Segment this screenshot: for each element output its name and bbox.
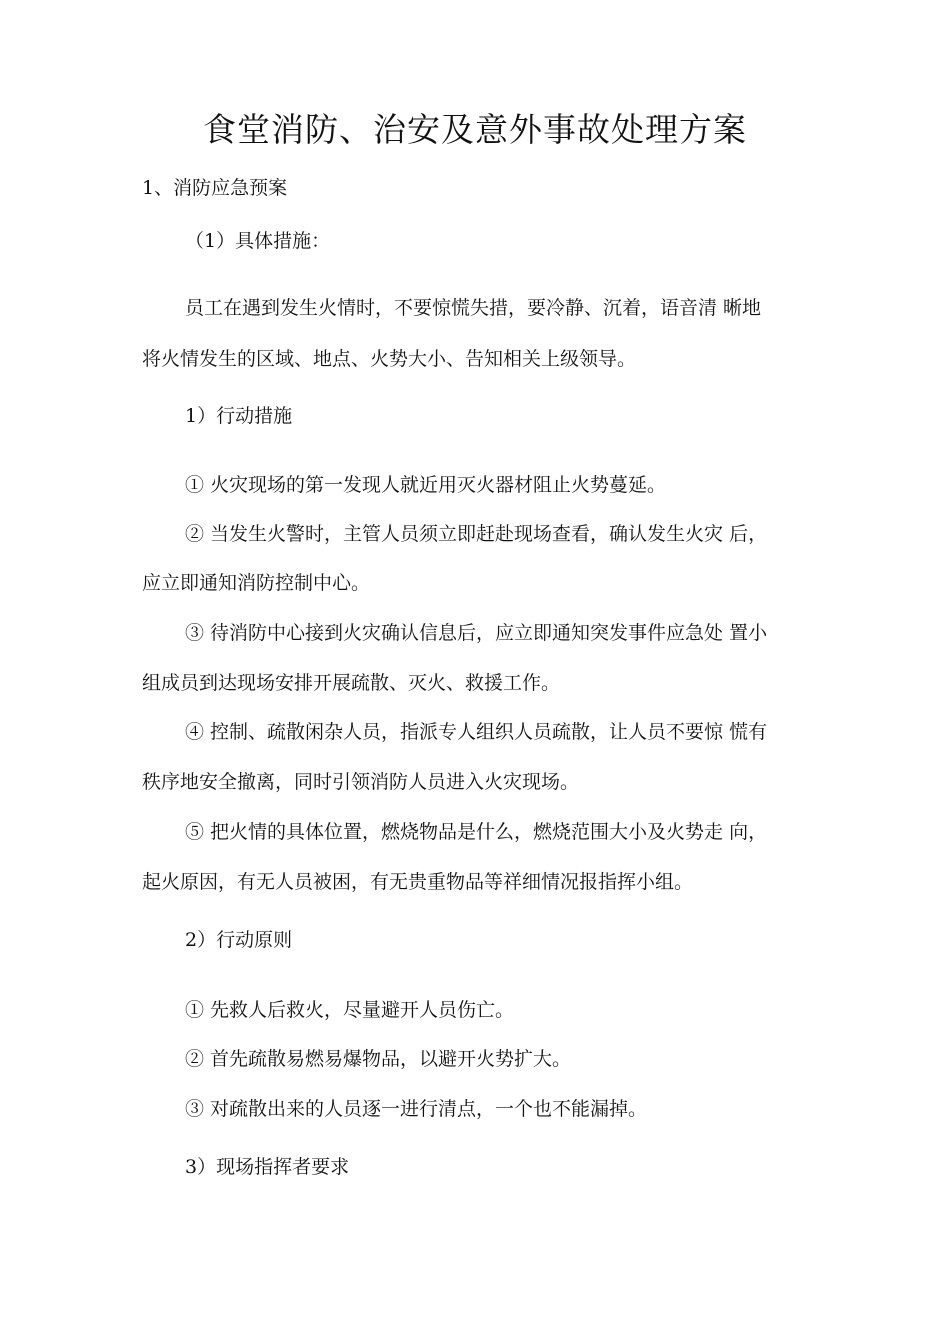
list-item-continuation: 应立即通知消防控制中心。	[142, 572, 371, 594]
list-item: ③ 待消防中心接到火灾确认信息后，应立即通知突发事件应急处 置小	[185, 622, 768, 644]
list-item: ④ 控制、疏散闲杂人员，指派专人组织人员疏散，让人员不要惊 慌有	[185, 721, 768, 743]
list-item-continuation: 组成员到达现场安排开展疏散、灭火、救援工作。	[142, 672, 561, 694]
list-heading: 2）行动原则	[185, 929, 293, 951]
list-item-continuation: 秩序地安全撤离，同时引领消防人员进入火灾现场。	[142, 771, 580, 793]
list-item: ① 火灾现场的第一发现人就近用灭火器材阻止火势蔓延。	[185, 474, 667, 496]
list-item: ② 当发生火警时，主管人员须立即赶赴现场查看，确认发生火灾 后，	[185, 523, 768, 545]
paragraph-line: 员工在遇到发生火情时，不要惊慌失措，要冷静、沉着，语音清 晰地	[185, 297, 762, 319]
paragraph-line: 将火情发生的区域、地点、火势大小、告知相关上级领导。	[142, 348, 637, 370]
subsection-heading: （1）具体措施：	[185, 230, 331, 252]
section-heading: 1、消防应急预案	[142, 177, 288, 199]
document-title: 食堂消防、治安及意外事故处理方案	[203, 110, 747, 149]
list-item: ① 先救人后救火，尽量避开人员伤亡。	[185, 999, 515, 1021]
list-item: ③ 对疏散出来的人员逐一进行清点，一个也不能漏掉。	[185, 1098, 648, 1120]
list-item-continuation: 起火原因，有无人员被困，有无贵重物品等祥细情况报指挥小组。	[142, 871, 694, 893]
list-item: ⑤ 把火情的具体位置，燃烧物品是什么，燃烧范围大小及火势走 向，	[185, 821, 768, 843]
list-item: ② 首先疏散易燃易爆物品，以避开火势扩大。	[185, 1048, 572, 1070]
list-heading: 3）现场指挥者要求	[185, 1156, 350, 1178]
list-heading: 1）行动措施	[185, 405, 293, 427]
